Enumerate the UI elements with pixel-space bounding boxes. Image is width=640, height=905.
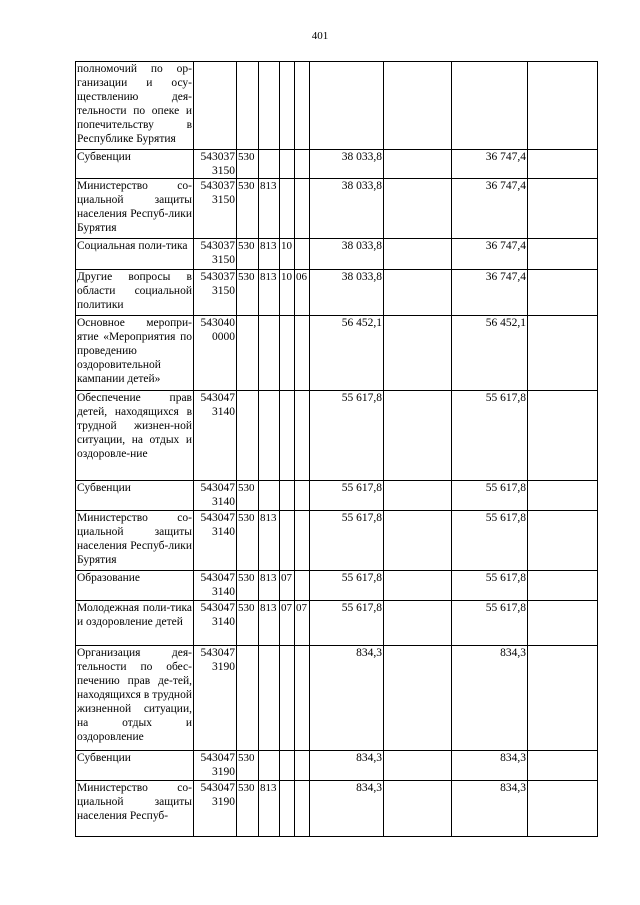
empty-cell [384,781,452,837]
section-code-cell [280,391,295,481]
empty-cell [384,571,452,601]
section-code-cell: 10 [280,239,295,270]
amount-year-2-cell: 55 617,8 [452,601,528,646]
target-article-code-cell: 5430473190 [194,751,237,781]
empty-cell [528,601,598,646]
expense-type-cell: 530 [237,239,259,270]
target-article-code-cell: 5430373150 [194,270,237,316]
target-article-code-cell: 5430473190 [194,781,237,837]
expense-type-cell [237,391,259,481]
grbs-code-cell [259,481,280,511]
target-article-code-cell: 5430473190 [194,646,237,751]
grbs-code-cell [259,751,280,781]
amount-year-1-cell: 38 033,8 [310,179,384,239]
table-row [76,751,598,781]
empty-cell [384,646,452,751]
amount-year-1-cell: 834,3 [310,751,384,781]
amount-year-1-cell: 56 452,1 [310,316,384,391]
empty-cell [384,601,452,646]
expense-type-cell: 530 [237,179,259,239]
amount-year-2-cell: 55 617,8 [452,481,528,511]
empty-cell [384,511,452,571]
subsection-code-cell [295,316,310,391]
row-name-cell: Субвенции [76,150,194,179]
empty-cell [384,481,452,511]
target-article-code-cell: 5430373150 [194,239,237,270]
amount-year-1-cell: 55 617,8 [310,511,384,571]
grbs-code-cell [259,391,280,481]
expense-type-cell [237,316,259,391]
subsection-code-cell: 06 [295,270,310,316]
expense-type-cell: 530 [237,270,259,316]
section-code-cell [280,751,295,781]
row-name-cell: Министерство со-циальной защиты населения Респуб- [76,781,194,837]
amount-year-2-cell: 55 617,8 [452,511,528,571]
amount-year-2-cell: 55 617,8 [452,391,528,481]
row-name-cell: Основное меропри-ятие «Мероприятия по проведению оздоровительной кампании детей» [76,316,194,391]
section-code-cell [280,781,295,837]
subsection-code-cell [295,751,310,781]
amount-year-2-cell [452,62,528,150]
amount-year-2-cell: 36 747,4 [452,239,528,270]
table-row [76,239,598,270]
grbs-code-cell: 813 [259,511,280,571]
empty-cell [384,179,452,239]
amount-year-2-cell: 36 747,4 [452,179,528,239]
amount-year-1-cell [310,62,384,150]
row-name-cell: Обеспечение прав детей, находящихся в трудной жизнен-ной ситуации, на отдых и оздоровле-ние [76,391,194,481]
grbs-code-cell: 813 [259,781,280,837]
expense-type-cell: 530 [237,150,259,179]
empty-cell [528,270,598,316]
amount-year-2-cell: 36 747,4 [452,150,528,179]
row-name-cell: Субвенции [76,481,194,511]
target-article-code-cell [194,62,237,150]
target-article-code-cell: 5430400000 [194,316,237,391]
expense-type-cell: 530 [237,481,259,511]
amount-year-1-cell: 38 033,8 [310,150,384,179]
target-article-code-cell: 5430473140 [194,511,237,571]
section-code-cell: 07 [280,571,295,601]
empty-cell [528,571,598,601]
amount-year-1-cell: 38 033,8 [310,239,384,270]
empty-cell [384,391,452,481]
row-name-cell: Социальная поли-тика [76,239,194,270]
table-row [76,781,598,837]
expense-type-cell: 530 [237,751,259,781]
subsection-code-cell [295,391,310,481]
page-number: 401 [311,30,329,42]
row-name-cell: Субвенции [76,751,194,781]
row-name-cell: Другие вопросы в области социальной политики [76,270,194,316]
amount-year-1-cell: 55 617,8 [310,571,384,601]
budget-table [75,61,598,837]
row-name-cell: Организация дея-тельности по обес-печению прав де-тей, находящихся в трудной жизненной ситуации, на отдых и оздоровление [76,646,194,751]
amount-year-1-cell: 55 617,8 [310,481,384,511]
empty-cell [384,316,452,391]
row-name-cell: полномочий по ор-ганизации и осу-ществлению дея-тельности по опеке и попечительству в Республике Бурятия [76,62,194,150]
section-code-cell [280,179,295,239]
grbs-code-cell: 813 [259,571,280,601]
amount-year-1-cell: 834,3 [310,646,384,751]
expense-type-cell: 530 [237,601,259,646]
expense-type-cell: 530 [237,571,259,601]
subsection-code-cell [295,62,310,150]
table-row [76,646,598,751]
row-name-cell: Министерство со-циальной защиты населения Респуб-лики Бурятия [76,179,194,239]
subsection-code-cell [295,239,310,270]
section-code-cell: 10 [280,270,295,316]
empty-cell [384,239,452,270]
subsection-code-cell [295,481,310,511]
section-code-cell: 07 [280,601,295,646]
row-name-cell: Образование [76,571,194,601]
amount-year-2-cell: 834,3 [452,751,528,781]
target-article-code-cell: 5430473140 [194,571,237,601]
target-article-code-cell: 5430473140 [194,391,237,481]
amount-year-1-cell: 55 617,8 [310,601,384,646]
empty-cell [384,62,452,150]
amount-year-1-cell: 55 617,8 [310,391,384,481]
expense-type-cell [237,646,259,751]
table-row [76,391,598,481]
amount-year-1-cell: 38 033,8 [310,270,384,316]
expense-type-cell: 530 [237,511,259,571]
row-name-cell: Молодежная поли-тика и оздоровление детей [76,601,194,646]
table-row [76,511,598,571]
subsection-code-cell [295,150,310,179]
table-row [76,179,598,239]
empty-cell [528,239,598,270]
subsection-code-cell [295,781,310,837]
grbs-code-cell [259,62,280,150]
table-row [76,316,598,391]
table-row [76,270,598,316]
table-row [76,571,598,601]
target-article-code-cell: 5430473140 [194,481,237,511]
empty-cell [384,150,452,179]
amount-year-2-cell: 55 617,8 [452,571,528,601]
section-code-cell [280,316,295,391]
grbs-code-cell: 813 [259,601,280,646]
section-code-cell [280,150,295,179]
grbs-code-cell: 813 [259,270,280,316]
grbs-code-cell: 813 [259,179,280,239]
empty-cell [384,751,452,781]
grbs-code-cell [259,316,280,391]
grbs-code-cell: 813 [259,239,280,270]
table-row [76,62,598,150]
target-article-code-cell: 5430373150 [194,150,237,179]
subsection-code-cell [295,179,310,239]
subsection-code-cell: 07 [295,601,310,646]
section-code-cell [280,511,295,571]
section-code-cell [280,646,295,751]
table-row [76,481,598,511]
grbs-code-cell [259,150,280,179]
table-body [76,62,598,837]
empty-cell [528,391,598,481]
empty-cell [528,150,598,179]
empty-cell [528,511,598,571]
empty-cell [528,62,598,150]
empty-cell [528,646,598,751]
table-row [76,601,598,646]
amount-year-2-cell: 36 747,4 [452,270,528,316]
empty-cell [528,781,598,837]
expense-type-cell [237,62,259,150]
amount-year-2-cell: 834,3 [452,646,528,751]
table-row [76,150,598,179]
subsection-code-cell [295,646,310,751]
target-article-code-cell: 5430373150 [194,179,237,239]
amount-year-2-cell: 56 452,1 [452,316,528,391]
subsection-code-cell [295,511,310,571]
subsection-code-cell [295,571,310,601]
expense-type-cell: 530 [237,781,259,837]
empty-cell [528,481,598,511]
empty-cell [384,270,452,316]
empty-cell [528,316,598,391]
amount-year-2-cell: 834,3 [452,781,528,837]
target-article-code-cell: 5430473140 [194,601,237,646]
grbs-code-cell [259,646,280,751]
section-code-cell [280,481,295,511]
amount-year-1-cell: 834,3 [310,781,384,837]
empty-cell [528,751,598,781]
row-name-cell: Министерство со-циальной защиты населения Респуб-лики Бурятия [76,511,194,571]
empty-cell [528,179,598,239]
section-code-cell [280,62,295,150]
